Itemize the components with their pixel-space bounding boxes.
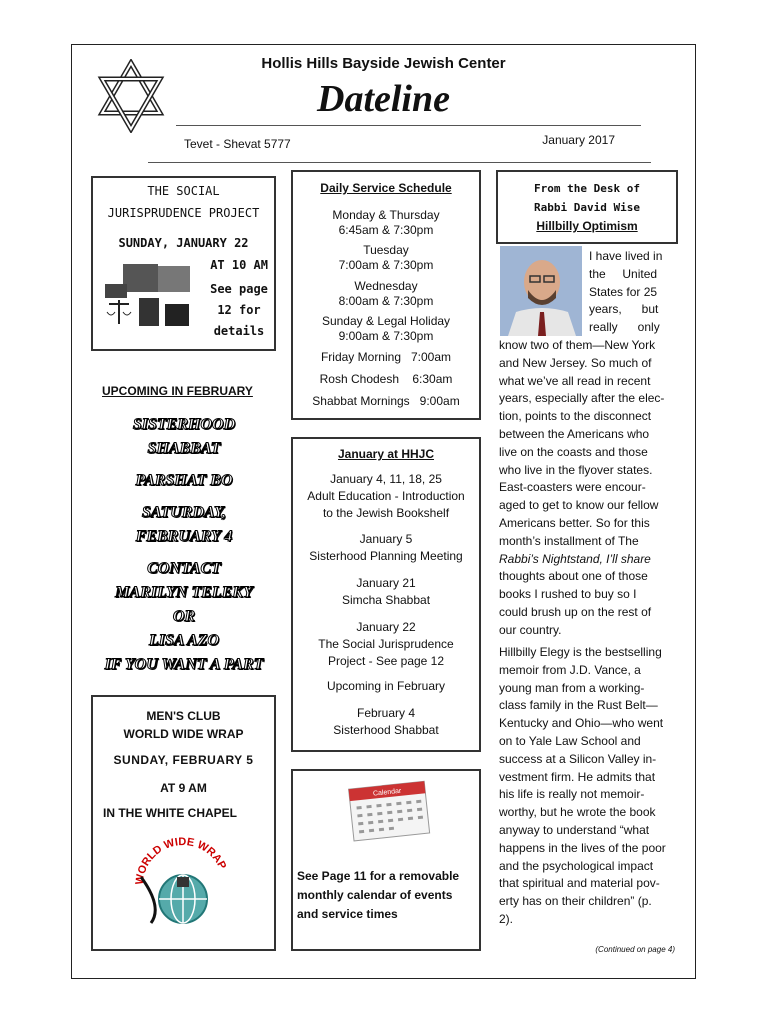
january-event: January 5 Sisterhood Planning Meeting: [309, 532, 463, 563]
calendar-label: Calendar: [372, 787, 402, 798]
jurisprudence-collage-image: [103, 264, 193, 330]
mens-club-location: IN THE WHITE CHAPEL: [103, 806, 237, 820]
rabbi-desk-header: [496, 170, 678, 244]
organization-name: Hollis Hills Bayside Jewish Center: [261, 55, 506, 72]
social-time: AT 10 AM: [210, 258, 268, 272]
january-event: January 21 Simcha Shabbat: [341, 576, 431, 607]
column-title: Hillbilly Optimism: [536, 219, 638, 233]
newsletter-page: [71, 44, 696, 979]
mens-club-title: MEN'S CLUB WORLD WIDE WRAP: [123, 709, 244, 741]
calendar-box: [291, 769, 481, 951]
article-paragraph-1: know two of them—New York and New Jersey. So much of what we’ve all read in recent years, especially after the elec- tion, points to the disconnect between the Americans who live on the coasts and those who live in the flyover states. East-coasters were encour- aged to get to know our fellow Americans better. So for this month’s installment of The Rabbi’s Nightstand, I’ll share thoughts about one of those books I rushed to buy so I could brush up on the rest of our country.: [499, 338, 665, 637]
schedule-item: Sunday & Legal Holiday 9:00am & 7:30pm: [321, 314, 451, 343]
schedule-title: Daily Service Schedule: [320, 181, 452, 195]
upcoming-february-heading: UPCOMING IN FEBRUARY: [102, 384, 253, 398]
january-event: January 22 The Social Jurisprudence Project - See page 12: [318, 620, 454, 668]
schedule-rosh-chodesh: Rosh Chodesh 6:30am: [319, 372, 453, 386]
service-schedule-box: [291, 170, 481, 420]
upcoming-february-label: Upcoming in February: [326, 679, 446, 693]
article-intro-wrap: I have lived in the United States for 25 years, but really only: [589, 249, 663, 335]
january-event: January 4, 11, 18, 25 Adult Education - Introduction to the Jewish Bookshelf: [307, 472, 465, 520]
schedule-item: Wednesday 8:00am & 7:30pm: [338, 279, 434, 308]
schedule-item: Tuesday 7:00am & 7:30pm: [338, 243, 434, 272]
mens-club-date: SUNDAY, FEBRUARY 5: [113, 753, 254, 767]
desk-line1: From the Desk of: [534, 182, 640, 195]
mens-club-box: [91, 695, 276, 951]
calendar-note: See Page 11 for a removable monthly calendar of events and service times: [297, 869, 460, 921]
sisterhood-shabbat-notice: SISTERHOOD SHABBAT PARSHAT BO SATURDAY, FEBRUARY 4 CONTACT MARILYN TELEKY OR LISA AZO IF YOU WANT A PART: [104, 416, 264, 673]
desk-line2: Rabbi David Wise: [534, 201, 640, 214]
calendar-icon: [345, 777, 435, 843]
article-paragraph-2: Hillbilly Elegy is the bestselling memoir from J.D. Vance, a young man from a working- class family in the Rust Belt— Kentucky and Ohio—who went on to Yale Law School and success at a Silicon Valley in- vestment firm. He admits that his life is really not memoir- worthy, but he wrote the book anyway to understand “what happens in the lives of the poor and the psychological impact that spiritual and material pov- erty has on their children” (p. 2).: [499, 645, 666, 926]
january-title: January at HHJC: [337, 447, 435, 461]
world-wide-wrap-logo: [133, 837, 233, 927]
wrap-logo-text: WORLD WIDE WRAP: [133, 837, 229, 886]
newsletter-title: Dateline: [317, 78, 450, 120]
continued-note[interactable]: (Continued on page 4): [595, 945, 675, 954]
social-date: SUNDAY, JANUARY 22: [118, 236, 249, 250]
issue-date: January 2017: [542, 133, 615, 147]
social-line1: THE SOCIAL: [147, 184, 220, 198]
schedule-item: Monday & Thursday 6:45am & 7:30pm: [332, 208, 440, 237]
hebrew-date: Tevet - Shevat 5777: [184, 137, 291, 151]
social-line2: JURISPRUDENCE PROJECT: [107, 206, 260, 220]
mens-club-time: AT 9 AM: [160, 781, 207, 795]
rabbi-photo: [500, 246, 582, 336]
schedule-friday: Friday Morning 7:00am: [320, 350, 452, 364]
february-event: February 4 Sisterhood Shabbat: [333, 706, 439, 737]
schedule-shabbat: Shabbat Mornings 9:00am: [312, 394, 460, 408]
january-events-box: [291, 437, 481, 752]
social-jurisprudence-box: [91, 176, 276, 351]
social-see-page: See page 12 for details: [210, 282, 268, 338]
